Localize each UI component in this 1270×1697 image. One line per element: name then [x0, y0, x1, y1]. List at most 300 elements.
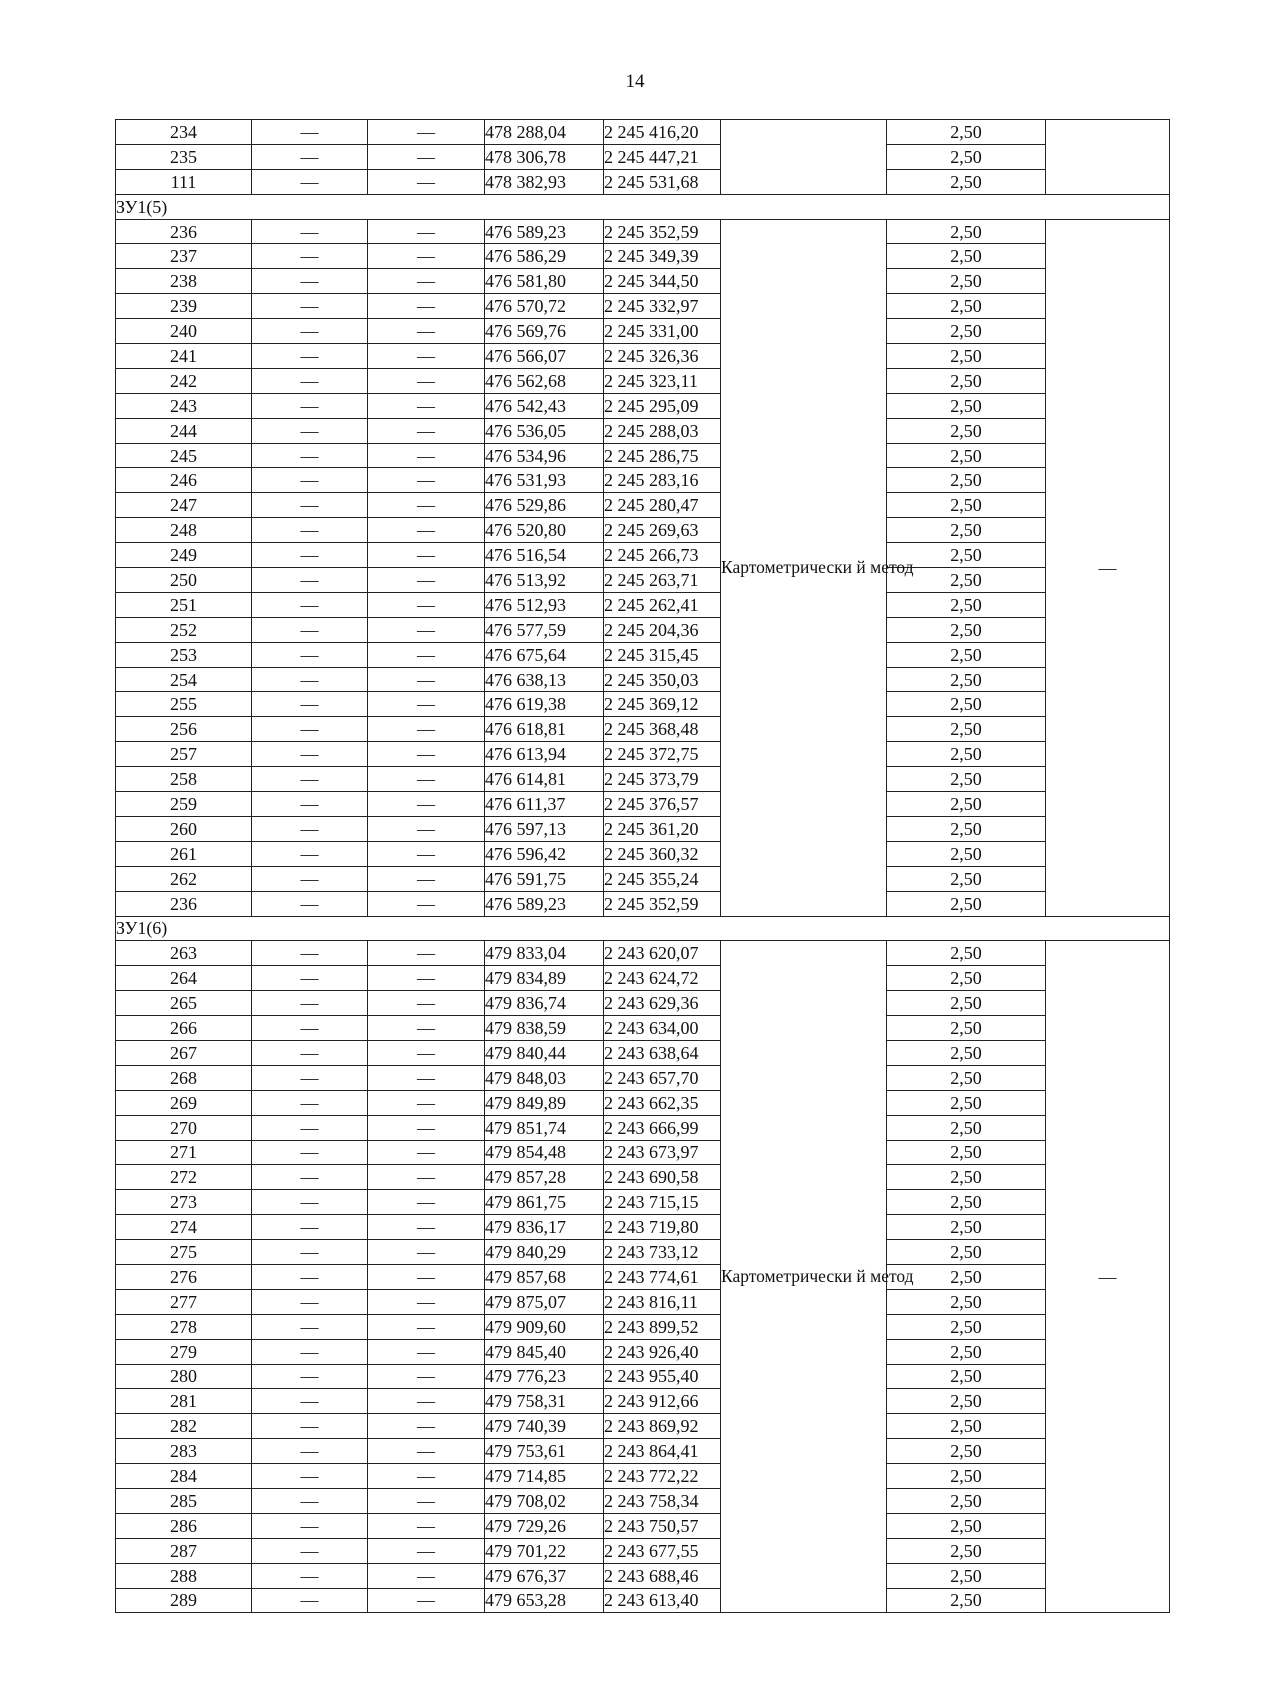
- old-x-cell: —: [252, 866, 368, 891]
- new-y-cell: 2 243 690,58: [604, 1165, 721, 1190]
- new-y-cell: 2 245 286,75: [604, 443, 721, 468]
- new-x-cell: 479 854,48: [485, 1140, 604, 1165]
- old-y-cell: —: [368, 742, 485, 767]
- new-y-cell: 2 245 315,45: [604, 642, 721, 667]
- old-x-cell: —: [252, 518, 368, 543]
- old-x-cell: —: [252, 418, 368, 443]
- error-cell: 2,50: [887, 991, 1046, 1016]
- error-cell: 2,50: [887, 368, 1046, 393]
- table-row: [116, 219, 1170, 244]
- new-x-cell: 476 611,37: [485, 792, 604, 817]
- old-y-cell: —: [368, 991, 485, 1016]
- point-number-cell: 257: [116, 742, 252, 767]
- old-x-cell: —: [252, 568, 368, 593]
- section-label: ЗУ1(5): [116, 194, 1170, 219]
- new-y-cell: 2 243 677,55: [604, 1538, 721, 1563]
- old-x-cell: —: [252, 543, 368, 568]
- error-cell: 2,50: [887, 592, 1046, 617]
- old-x-cell: —: [252, 1215, 368, 1240]
- error-cell: 2,50: [887, 1289, 1046, 1314]
- new-y-cell: 2 243 774,61: [604, 1264, 721, 1289]
- error-cell: 2,50: [887, 443, 1046, 468]
- new-x-cell: 476 562,68: [485, 368, 604, 393]
- point-number-cell: 261: [116, 841, 252, 866]
- new-y-cell: 2 243 715,15: [604, 1190, 721, 1215]
- table-row: [116, 1264, 1170, 1289]
- point-number-cell: 263: [116, 941, 252, 966]
- point-number-cell: 288: [116, 1563, 252, 1588]
- error-cell: 2,50: [887, 966, 1046, 991]
- error-cell: 2,50: [887, 219, 1046, 244]
- error-cell: 2,50: [887, 418, 1046, 443]
- new-y-cell: 2 245 331,00: [604, 319, 721, 344]
- new-y-cell: 2 245 266,73: [604, 543, 721, 568]
- new-x-cell: 479 701,22: [485, 1538, 604, 1563]
- error-cell: 2,50: [887, 767, 1046, 792]
- point-number-cell: 250: [116, 568, 252, 593]
- table-row: [116, 966, 1170, 991]
- table-row: [116, 1090, 1170, 1115]
- table-row: [116, 1240, 1170, 1265]
- new-y-cell: 2 245 263,71: [604, 568, 721, 593]
- new-x-cell: 479 776,23: [485, 1364, 604, 1389]
- new-x-cell: 476 581,80: [485, 269, 604, 294]
- error-cell: 2,50: [887, 1190, 1046, 1215]
- old-y-cell: —: [368, 543, 485, 568]
- old-x-cell: —: [252, 667, 368, 692]
- new-y-cell: 2 243 899,52: [604, 1314, 721, 1339]
- method-cell: Картометрически й метод: [721, 219, 887, 916]
- error-cell: 2,50: [887, 1538, 1046, 1563]
- old-x-cell: —: [252, 1588, 368, 1613]
- coordinates-table: [115, 119, 1170, 1613]
- point-number-cell: 111: [116, 169, 252, 194]
- error-cell: 2,50: [887, 319, 1046, 344]
- new-y-cell: 2 245 376,57: [604, 792, 721, 817]
- old-y-cell: —: [368, 667, 485, 692]
- point-number-cell: 283: [116, 1439, 252, 1464]
- table-row: [116, 468, 1170, 493]
- point-number-cell: 239: [116, 294, 252, 319]
- old-y-cell: —: [368, 1090, 485, 1115]
- error-cell: 2,50: [887, 692, 1046, 717]
- new-y-cell: 2 245 262,41: [604, 592, 721, 617]
- table-row: [116, 1314, 1170, 1339]
- old-x-cell: —: [252, 1240, 368, 1265]
- new-x-cell: 479 708,02: [485, 1488, 604, 1513]
- old-y-cell: —: [368, 642, 485, 667]
- new-y-cell: 2 245 349,39: [604, 244, 721, 269]
- table-row: [116, 1165, 1170, 1190]
- old-x-cell: —: [252, 767, 368, 792]
- table-row: [116, 767, 1170, 792]
- point-number-cell: 273: [116, 1190, 252, 1215]
- new-y-cell: 2 245 531,68: [604, 169, 721, 194]
- point-number-cell: 258: [116, 767, 252, 792]
- point-number-cell: 234: [116, 120, 252, 145]
- point-number-cell: 266: [116, 1016, 252, 1041]
- point-number-cell: 245: [116, 443, 252, 468]
- new-x-cell: 476 619,38: [485, 692, 604, 717]
- error-cell: 2,50: [887, 169, 1046, 194]
- new-x-cell: 476 516,54: [485, 543, 604, 568]
- table-row: [116, 841, 1170, 866]
- new-y-cell: 2 243 624,72: [604, 966, 721, 991]
- point-number-cell: 285: [116, 1488, 252, 1513]
- new-x-cell: 479 857,28: [485, 1165, 604, 1190]
- error-cell: 2,50: [887, 1090, 1046, 1115]
- new-x-cell: 479 861,75: [485, 1190, 604, 1215]
- error-cell: 2,50: [887, 941, 1046, 966]
- point-number-cell: 280: [116, 1364, 252, 1389]
- old-x-cell: —: [252, 717, 368, 742]
- old-y-cell: —: [368, 1040, 485, 1065]
- old-y-cell: —: [368, 1588, 485, 1613]
- point-number-cell: 284: [116, 1464, 252, 1489]
- table-row: [116, 368, 1170, 393]
- table-row: [116, 1488, 1170, 1513]
- table-row: [116, 543, 1170, 568]
- new-x-cell: 476 591,75: [485, 866, 604, 891]
- old-y-cell: —: [368, 1115, 485, 1140]
- table-row: [116, 692, 1170, 717]
- old-x-cell: —: [252, 120, 368, 145]
- new-x-cell: 476 529,86: [485, 493, 604, 518]
- old-y-cell: —: [368, 1016, 485, 1041]
- old-y-cell: —: [368, 617, 485, 642]
- new-x-cell: 478 288,04: [485, 120, 604, 145]
- error-cell: 2,50: [887, 1488, 1046, 1513]
- description-cell: —: [1046, 941, 1170, 1613]
- old-y-cell: —: [368, 1314, 485, 1339]
- old-x-cell: —: [252, 294, 368, 319]
- new-x-cell: 476 618,81: [485, 717, 604, 742]
- old-y-cell: —: [368, 1190, 485, 1215]
- new-y-cell: 2 243 620,07: [604, 941, 721, 966]
- error-cell: 2,50: [887, 1314, 1046, 1339]
- old-x-cell: —: [252, 1414, 368, 1439]
- new-x-cell: 479 840,29: [485, 1240, 604, 1265]
- error-cell: 2,50: [887, 144, 1046, 169]
- new-x-cell: 476 577,59: [485, 617, 604, 642]
- old-x-cell: —: [252, 1439, 368, 1464]
- new-x-cell: 479 836,74: [485, 991, 604, 1016]
- old-y-cell: —: [368, 294, 485, 319]
- new-y-cell: 2 245 283,16: [604, 468, 721, 493]
- error-cell: 2,50: [887, 1439, 1046, 1464]
- new-y-cell: 2 245 323,11: [604, 368, 721, 393]
- new-y-cell: 2 245 288,03: [604, 418, 721, 443]
- point-number-cell: 235: [116, 144, 252, 169]
- error-cell: 2,50: [887, 742, 1046, 767]
- table-row: [116, 816, 1170, 841]
- error-cell: 2,50: [887, 344, 1046, 369]
- error-cell: 2,50: [887, 294, 1046, 319]
- new-y-cell: 2 245 295,09: [604, 393, 721, 418]
- table-row: [116, 941, 1170, 966]
- old-x-cell: —: [252, 144, 368, 169]
- old-x-cell: —: [252, 244, 368, 269]
- old-y-cell: —: [368, 891, 485, 916]
- point-number-cell: 238: [116, 269, 252, 294]
- old-y-cell: —: [368, 493, 485, 518]
- point-number-cell: 249: [116, 543, 252, 568]
- table-row: [116, 319, 1170, 344]
- table-row: [116, 169, 1170, 194]
- old-x-cell: —: [252, 1364, 368, 1389]
- method-cell: Картометрически й метод: [721, 941, 887, 1613]
- table-row: [116, 1389, 1170, 1414]
- new-y-cell: 2 243 638,64: [604, 1040, 721, 1065]
- old-y-cell: —: [368, 393, 485, 418]
- section-row: [116, 194, 1170, 219]
- error-cell: 2,50: [887, 816, 1046, 841]
- old-y-cell: —: [368, 468, 485, 493]
- old-x-cell: —: [252, 1264, 368, 1289]
- old-y-cell: —: [368, 1538, 485, 1563]
- table-row: [116, 1215, 1170, 1240]
- point-number-cell: 240: [116, 319, 252, 344]
- new-x-cell: 476 566,07: [485, 344, 604, 369]
- old-y-cell: —: [368, 319, 485, 344]
- error-cell: 2,50: [887, 642, 1046, 667]
- old-x-cell: —: [252, 393, 368, 418]
- new-x-cell: 476 675,64: [485, 642, 604, 667]
- error-cell: 2,50: [887, 1513, 1046, 1538]
- new-x-cell: 476 614,81: [485, 767, 604, 792]
- new-y-cell: 2 245 352,59: [604, 891, 721, 916]
- point-number-cell: 259: [116, 792, 252, 817]
- new-y-cell: 2 243 772,22: [604, 1464, 721, 1489]
- old-y-cell: —: [368, 1264, 485, 1289]
- old-y-cell: —: [368, 1215, 485, 1240]
- error-cell: 2,50: [887, 717, 1046, 742]
- new-x-cell: 476 596,42: [485, 841, 604, 866]
- new-x-cell: 476 613,94: [485, 742, 604, 767]
- old-y-cell: —: [368, 568, 485, 593]
- point-number-cell: 260: [116, 816, 252, 841]
- point-number-cell: 277: [116, 1289, 252, 1314]
- new-x-cell: 476 569,76: [485, 319, 604, 344]
- new-y-cell: 2 245 326,36: [604, 344, 721, 369]
- new-x-cell: 476 570,72: [485, 294, 604, 319]
- point-number-cell: 252: [116, 617, 252, 642]
- new-x-cell: 478 306,78: [485, 144, 604, 169]
- new-y-cell: 2 243 666,99: [604, 1115, 721, 1140]
- method-cell: [721, 120, 887, 195]
- new-x-cell: 476 513,92: [485, 568, 604, 593]
- point-number-cell: 286: [116, 1513, 252, 1538]
- old-x-cell: —: [252, 742, 368, 767]
- old-x-cell: —: [252, 443, 368, 468]
- new-y-cell: 2 243 662,35: [604, 1090, 721, 1115]
- old-x-cell: —: [252, 1389, 368, 1414]
- old-y-cell: —: [368, 592, 485, 617]
- point-number-cell: 236: [116, 219, 252, 244]
- section-label: ЗУ1(6): [116, 916, 1170, 941]
- point-number-cell: 275: [116, 1240, 252, 1265]
- new-x-cell: 479 753,61: [485, 1439, 604, 1464]
- new-y-cell: 2 245 344,50: [604, 269, 721, 294]
- old-y-cell: —: [368, 1563, 485, 1588]
- error-cell: 2,50: [887, 493, 1046, 518]
- point-number-cell: 253: [116, 642, 252, 667]
- old-x-cell: —: [252, 219, 368, 244]
- error-cell: 2,50: [887, 1563, 1046, 1588]
- new-y-cell: 2 243 634,00: [604, 1016, 721, 1041]
- new-y-cell: 2 245 204,36: [604, 617, 721, 642]
- old-x-cell: —: [252, 169, 368, 194]
- table-row: [116, 344, 1170, 369]
- error-cell: 2,50: [887, 468, 1046, 493]
- new-x-cell: 479 676,37: [485, 1563, 604, 1588]
- old-x-cell: —: [252, 841, 368, 866]
- old-x-cell: —: [252, 891, 368, 916]
- old-y-cell: —: [368, 418, 485, 443]
- table-row: [116, 269, 1170, 294]
- new-x-cell: 476 597,13: [485, 816, 604, 841]
- point-number-cell: 289: [116, 1588, 252, 1613]
- new-y-cell: 2 243 719,80: [604, 1215, 721, 1240]
- coordinates-table-body: [116, 120, 1170, 1613]
- old-y-cell: —: [368, 219, 485, 244]
- new-x-cell: 476 534,96: [485, 443, 604, 468]
- new-y-cell: 2 245 369,12: [604, 692, 721, 717]
- error-cell: 2,50: [887, 891, 1046, 916]
- point-number-cell: 247: [116, 493, 252, 518]
- old-y-cell: —: [368, 120, 485, 145]
- new-y-cell: 2 243 629,36: [604, 991, 721, 1016]
- error-cell: 2,50: [887, 866, 1046, 891]
- table-row: [116, 742, 1170, 767]
- new-y-cell: 2 245 352,59: [604, 219, 721, 244]
- table-row: [116, 1140, 1170, 1165]
- point-number-cell: 244: [116, 418, 252, 443]
- old-y-cell: —: [368, 368, 485, 393]
- old-y-cell: —: [368, 966, 485, 991]
- error-cell: 2,50: [887, 393, 1046, 418]
- new-x-cell: 476 638,13: [485, 667, 604, 692]
- error-cell: 2,50: [887, 1240, 1046, 1265]
- old-y-cell: —: [368, 144, 485, 169]
- old-x-cell: —: [252, 1115, 368, 1140]
- old-x-cell: —: [252, 816, 368, 841]
- old-y-cell: —: [368, 1065, 485, 1090]
- old-y-cell: —: [368, 1389, 485, 1414]
- new-y-cell: 2 243 688,46: [604, 1563, 721, 1588]
- old-x-cell: —: [252, 1513, 368, 1538]
- point-number-cell: 255: [116, 692, 252, 717]
- table-row: [116, 518, 1170, 543]
- point-number-cell: 278: [116, 1314, 252, 1339]
- point-number-cell: 241: [116, 344, 252, 369]
- error-cell: 2,50: [887, 1165, 1046, 1190]
- new-x-cell: 479 840,44: [485, 1040, 604, 1065]
- new-y-cell: 2 245 368,48: [604, 717, 721, 742]
- new-y-cell: 2 245 447,21: [604, 144, 721, 169]
- new-y-cell: 2 243 869,92: [604, 1414, 721, 1439]
- old-x-cell: —: [252, 493, 368, 518]
- new-x-cell: 476 531,93: [485, 468, 604, 493]
- old-y-cell: —: [368, 941, 485, 966]
- new-x-cell: 479 714,85: [485, 1464, 604, 1489]
- error-cell: 2,50: [887, 1115, 1046, 1140]
- point-number-cell: 269: [116, 1090, 252, 1115]
- old-x-cell: —: [252, 1165, 368, 1190]
- table-row: [116, 1364, 1170, 1389]
- old-x-cell: —: [252, 617, 368, 642]
- old-y-cell: —: [368, 692, 485, 717]
- table-row: [116, 592, 1170, 617]
- old-x-cell: —: [252, 692, 368, 717]
- new-x-cell: 479 845,40: [485, 1339, 604, 1364]
- new-x-cell: 479 729,26: [485, 1513, 604, 1538]
- error-cell: 2,50: [887, 792, 1046, 817]
- new-x-cell: 479 740,39: [485, 1414, 604, 1439]
- point-number-cell: 243: [116, 393, 252, 418]
- table-row: [116, 393, 1170, 418]
- new-x-cell: 479 857,68: [485, 1264, 604, 1289]
- old-x-cell: —: [252, 1538, 368, 1563]
- table-row: [116, 1339, 1170, 1364]
- table-row: [116, 866, 1170, 891]
- point-number-cell: 242: [116, 368, 252, 393]
- new-y-cell: 2 243 816,11: [604, 1289, 721, 1314]
- new-x-cell: 476 586,29: [485, 244, 604, 269]
- point-number-cell: 254: [116, 667, 252, 692]
- new-x-cell: 479 909,60: [485, 1314, 604, 1339]
- table-row: [116, 443, 1170, 468]
- new-x-cell: 479 875,07: [485, 1289, 604, 1314]
- error-cell: 2,50: [887, 667, 1046, 692]
- error-cell: 2,50: [887, 1414, 1046, 1439]
- old-y-cell: —: [368, 169, 485, 194]
- old-y-cell: —: [368, 1165, 485, 1190]
- old-x-cell: —: [252, 941, 368, 966]
- error-cell: 2,50: [887, 1464, 1046, 1489]
- table-row: [116, 1464, 1170, 1489]
- table-row: [116, 717, 1170, 742]
- table-row: [116, 568, 1170, 593]
- error-cell: 2,50: [887, 1339, 1046, 1364]
- point-number-cell: 237: [116, 244, 252, 269]
- new-y-cell: 2 243 912,66: [604, 1389, 721, 1414]
- new-y-cell: 2 245 372,75: [604, 742, 721, 767]
- description-cell: [1046, 120, 1170, 195]
- error-cell: 2,50: [887, 269, 1046, 294]
- new-y-cell: 2 243 657,70: [604, 1065, 721, 1090]
- table-row: [116, 1040, 1170, 1065]
- table-row: [116, 1588, 1170, 1613]
- old-y-cell: —: [368, 518, 485, 543]
- table-row: [116, 1563, 1170, 1588]
- old-y-cell: —: [368, 1488, 485, 1513]
- point-number-cell: 281: [116, 1389, 252, 1414]
- table-row: [116, 1513, 1170, 1538]
- table-row: [116, 891, 1170, 916]
- point-number-cell: 282: [116, 1414, 252, 1439]
- new-y-cell: 2 243 613,40: [604, 1588, 721, 1613]
- point-number-cell: 271: [116, 1140, 252, 1165]
- old-x-cell: —: [252, 642, 368, 667]
- new-x-cell: 476 512,93: [485, 592, 604, 617]
- old-x-cell: —: [252, 1488, 368, 1513]
- table-row: [116, 294, 1170, 319]
- old-y-cell: —: [368, 1414, 485, 1439]
- old-x-cell: —: [252, 269, 368, 294]
- old-y-cell: —: [368, 1464, 485, 1489]
- old-x-cell: —: [252, 1040, 368, 1065]
